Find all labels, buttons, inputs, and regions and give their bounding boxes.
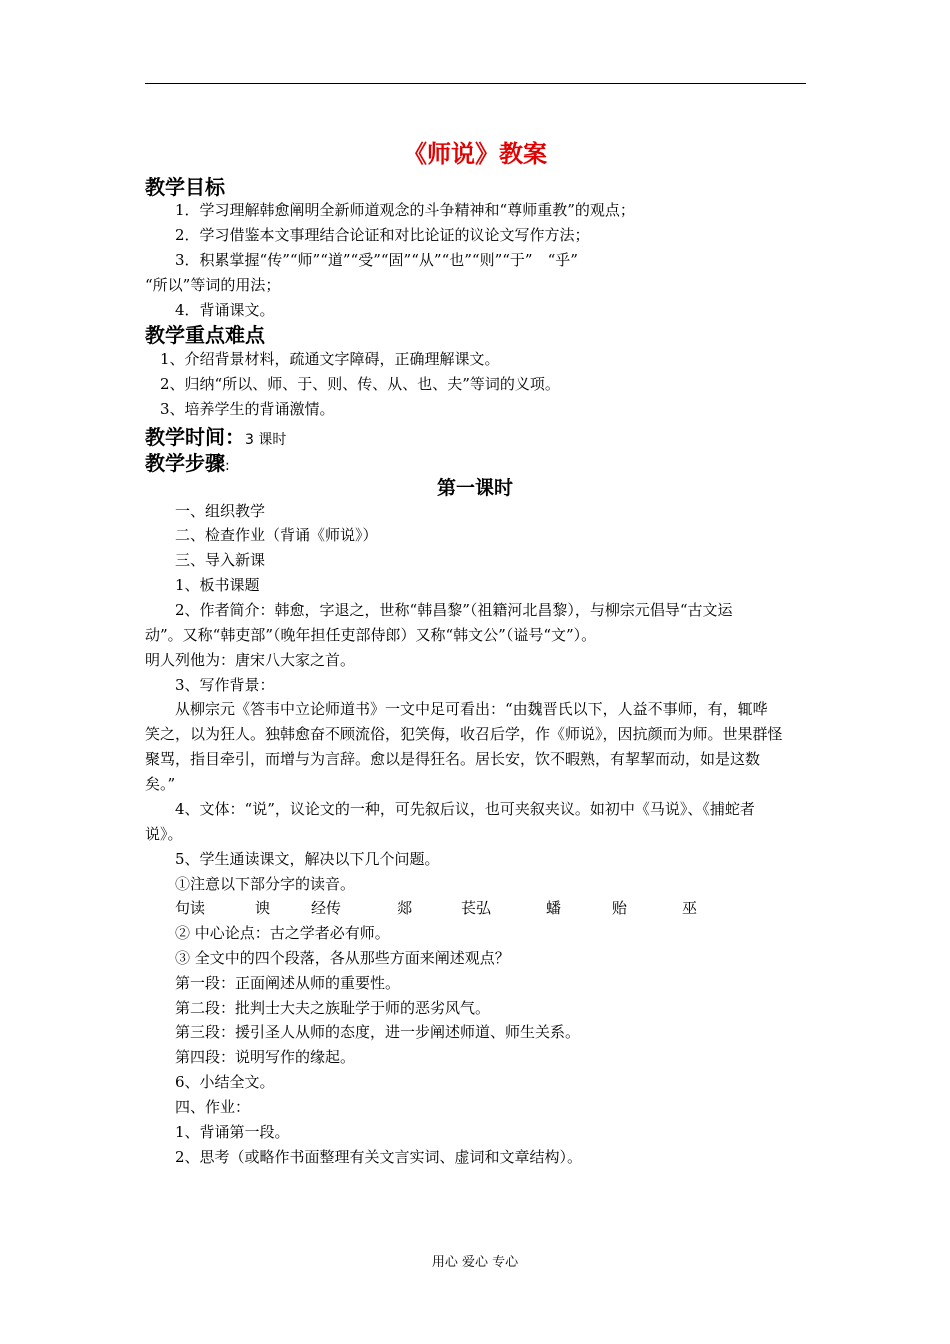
pronunciation-char: 蟠 [546,899,562,917]
body-line: 2、思考（或略作书面整理有关文言实词、虚词和文章结构）。 [175,1148,583,1166]
body-line: 矣。” [145,775,176,793]
body-line: 1、背诵第一段。 [175,1123,290,1141]
lesson-one-title: 第一课时 [436,477,513,499]
pronunciation-chars-row [175,897,735,921]
pronunciation-char: 经传 [311,899,342,917]
body-line: 4、文体：“说”，议论文的一种，可先叙后议，也可夹叙夹议。如初中《马说》、《捕蛇者 [175,800,755,818]
body-line: ② 中心论点：古之学者必有师。 [175,924,390,942]
body-line: 明人列他为：唐宋八大家之首。 [145,651,356,669]
pronunciation-char: 苌弘 [461,899,492,917]
heading-goals: 教学目标 [145,175,225,199]
body-line: 聚骂，指目牵引，而增与为言辞。愈以是得狂名。居长安，饮不暇熟，有挈挈而动，如是这数 [145,750,761,768]
body-line: 笑之，以为狂人。独韩愈奋不顾流俗，犯笑侮，收召后学，作《师说》，因抗颜而为师。世果群怪 [145,725,783,743]
key-point-line: 2、归纳“所以、师、于、则、传、从、也、夫”等词的义项。 [160,375,560,393]
pronunciation-char: 巫 [682,899,698,917]
body-line: 二、检查作业（背诵《师说》） [175,526,378,544]
heading-key-points: 教学重点难点 [145,323,265,347]
body-line: ③ 全文中的四个段落，各从那些方面来阐述观点？ [175,949,510,967]
goal-line: 3．积累掌握“传”“师”“道”“受”“固”“从”“也”“则”“于” “乎” [175,251,578,269]
body-line: ①注意以下部分字的读音。 [175,875,356,893]
body-line: 一、组织教学 [175,502,266,520]
goal-line: 2．学习借鉴本文事理结合论证和对比论证的议论文写作方法； [175,226,590,244]
page-title: 《师说》教案 [403,140,547,168]
body-line: 第三段：援引圣人从师的态度，进一步阐述师道、师生关系。 [175,1023,581,1041]
goal-line: 1．学习理解韩愈阐明全新师道观念的斗争精神和“尊师重教”的观点； [175,201,635,219]
header-rule [145,83,806,84]
pronunciation-char: 谀 [255,899,271,917]
goal-line: “所以”等词的用法； [145,276,281,294]
heading-time-label: 教学时间： [145,425,245,449]
body-line: 四、作业： [175,1098,251,1116]
body-line: 第一段：正面阐述从师的重要性。 [175,974,401,992]
heading-time [145,424,286,453]
body-line: 6、小结全文。 [175,1073,275,1091]
body-line: 从柳宗元《答韦中立论师道书》一文中足可看出：“由魏晋氏以下，人益不事师，有，辄哗 [175,700,768,718]
pronunciation-char: 贻 [612,899,628,917]
key-point-line: 3、培养学生的背诵激情。 [160,400,335,418]
pronunciation-char: 句读 [175,899,206,917]
body-line: 说》。 [145,825,183,843]
pronunciation-char: 郯 [397,899,413,917]
heading-steps-label: 教学步骤 [145,451,225,475]
body-line: 1、板书课题 [175,576,260,594]
time-value: 3 课时 [245,432,287,448]
body-line: 第四段：说明写作的缘起。 [175,1048,356,1066]
goal-line: 4．背诵课文。 [175,301,275,319]
body-line: 5、学生通读课文，解决以下几个问题。 [175,850,440,868]
body-line: 2、作者简介：韩愈，字退之，世称“韩昌黎”（祖籍河北昌黎），与柳宗元倡导“古文运 [175,601,733,619]
page-footer: 用心 爱心 专心 [431,1255,519,1270]
body-line: 第二段：批判士大夫之族耻学于师的恶劣风气。 [175,999,491,1017]
heading-steps-colon: : [225,458,230,474]
key-point-line: 1、介绍背景材料，疏通文字障碍，正确理解课文。 [160,350,500,368]
body-line: 三、导入新课 [175,551,266,569]
body-line: 动”。又称“韩吏部”（晚年担任吏部侍郎）又称“韩文公”（谥号“文”）。 [145,626,597,644]
body-line: 3、写作背景： [175,676,275,694]
